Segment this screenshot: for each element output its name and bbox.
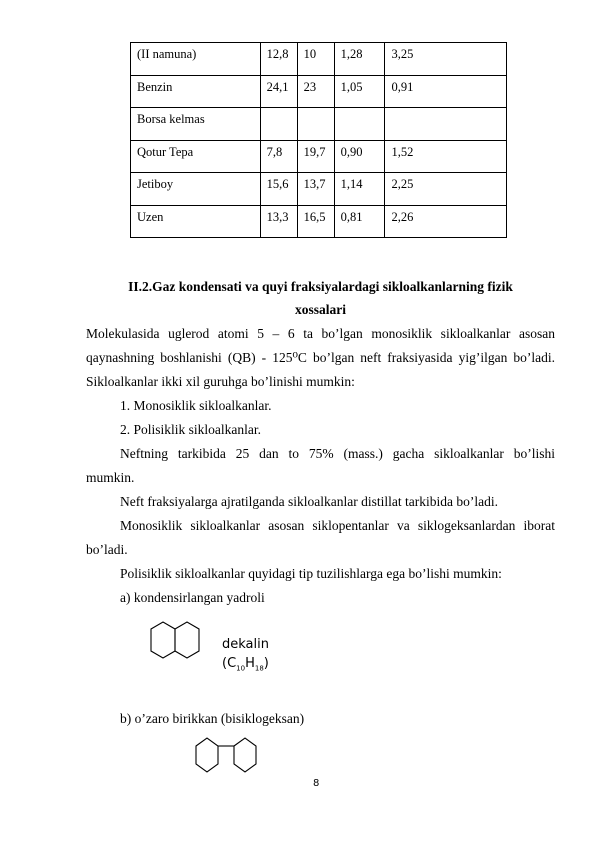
table-cell: 24,1 [260, 75, 297, 108]
table-cell: 1,28 [334, 43, 385, 76]
list-item: a) kondensirlangan yadroli [120, 590, 265, 605]
table-cell: 2,26 [385, 205, 507, 238]
table-cell [334, 108, 385, 141]
paragraph-line: Molekulasida uglerod atomi 5 – 6 ta bo’lgan monosiklik sikloalkanlar asosan [86, 326, 555, 341]
table-row [131, 75, 507, 108]
paragraph-line: Neft fraksiyalarga ajratilganda sikloalkanlar distillat tarkibida bo’ladi. [120, 494, 498, 509]
table-cell: 3,25 [385, 43, 507, 76]
table-cell: 15,6 [260, 173, 297, 206]
table-cell: Uzen [131, 205, 261, 238]
table-row [131, 140, 507, 173]
table-cell: (II namuna) [131, 43, 261, 76]
list-item: 2. Polisiklik sikloalkanlar. [120, 422, 261, 437]
paragraph-line: Polisiklik sikloalkanlar quyidagi tip tuzilishlarga ega bo’lishi mumkin: [120, 566, 502, 581]
paragraph-line: Monosiklik sikloalkanlar asosan siklopentanlar va siklogeksanlardan iborat [120, 518, 555, 533]
table-cell: 0,91 [385, 75, 507, 108]
dekalin-formula: $(C_{10}H_{18})$ [222, 656, 269, 673]
bisiklogeksan-structure-diagram [193, 734, 259, 776]
list-item: b) o’zaro birikkan (bisiklogeksan) [120, 711, 305, 726]
table-row [131, 173, 507, 206]
paragraph-line: qaynashning boshlanishi (QB) - 125⁰C bo’lgan neft fraksiyasida yig’ilgan bo’ladi. [86, 350, 555, 365]
table-cell [297, 108, 334, 141]
table-cell [385, 108, 507, 141]
table-row [131, 43, 507, 76]
page-number: 8 [313, 778, 320, 789]
table-row [131, 205, 507, 238]
table-cell: 23 [297, 75, 334, 108]
dekalin-label: dekalin [222, 637, 269, 652]
table-cell: Qotur Tepa [131, 140, 261, 173]
table-cell: 2,25 [385, 173, 507, 206]
paragraph-line: bo’ladi. [86, 542, 128, 557]
paragraph-line: Neftning tarkibida 25 dan to 75% (mass.) gacha sikloalkanlar bo’lishi [120, 446, 555, 461]
section-heading: II.2.Gaz kondensati va quyi fraksiyalardagi sikloalkanlarning fizik [128, 279, 513, 294]
table-cell: 13,7 [297, 173, 334, 206]
table-cell: 13,3 [260, 205, 297, 238]
section-heading-continued: xossalari [294, 302, 346, 317]
table-cell: 7,8 [260, 140, 297, 173]
table-cell: 1,52 [385, 140, 507, 173]
table-cell: 1,14 [334, 173, 385, 206]
table-cell: Jetiboy [131, 173, 261, 206]
table-cell: 0,81 [334, 205, 385, 238]
dekalin-structure-diagram [148, 618, 204, 664]
paragraph-line: Sikloalkanlar ikki xil guruhga bo’linishi mumkin: [86, 374, 355, 389]
table-cell [260, 108, 297, 141]
table-cell: 19,7 [297, 140, 334, 173]
table-cell: 10 [297, 43, 334, 76]
data-table [130, 42, 507, 238]
table-cell: 16,5 [297, 205, 334, 238]
paragraph-line: mumkin. [86, 470, 135, 485]
table-cell: 12,8 [260, 43, 297, 76]
table-row [131, 108, 507, 141]
list-item: 1. Monosiklik sikloalkanlar. [120, 398, 272, 413]
table-cell: 1,05 [334, 75, 385, 108]
table-cell: 0,90 [334, 140, 385, 173]
table-cell: Borsa kelmas [131, 108, 261, 141]
table-cell: Benzin [131, 75, 261, 108]
